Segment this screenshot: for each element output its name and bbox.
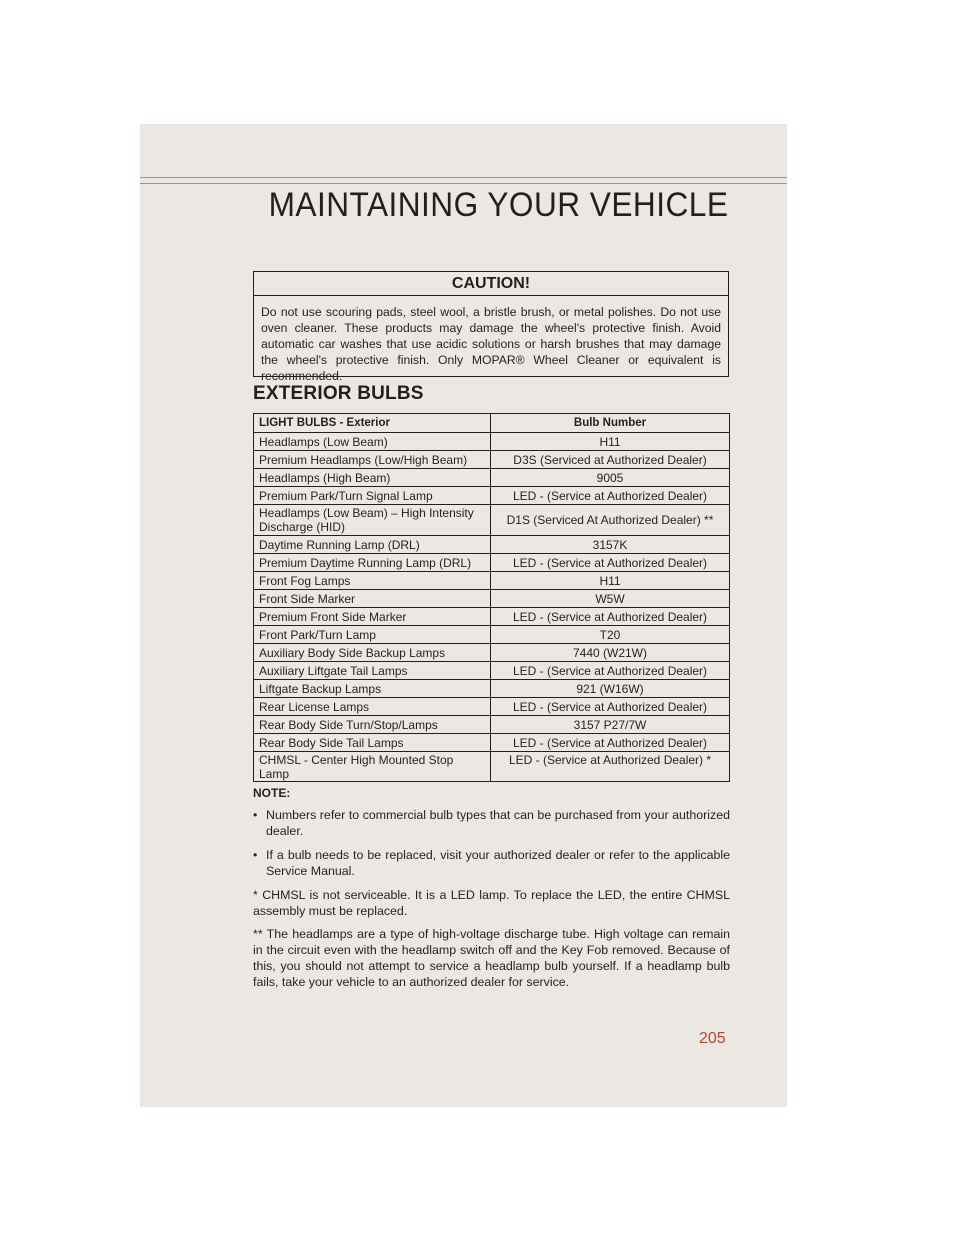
bulb-location: Front Side Marker	[254, 590, 491, 608]
notes-block	[253, 807, 730, 997]
bulb-location: Auxiliary Liftgate Tail Lamps	[254, 662, 491, 680]
bulb-number: 7440 (W21W)	[491, 644, 730, 662]
bulb-number: LED - (Service at Authorized Dealer)	[491, 698, 730, 716]
caution-box	[253, 271, 729, 383]
bulb-location: Headlamps (High Beam)	[254, 469, 491, 487]
caution-heading: CAUTION!	[254, 272, 728, 296]
bulb-number: LED - (Service at Authorized Dealer)	[491, 487, 730, 505]
table-row	[254, 680, 730, 698]
table-row	[254, 505, 730, 536]
bulb-location: CHMSL - Center High Mounted Stop Lamp	[254, 752, 491, 782]
bulb-number: LED - (Service at Authorized Dealer)	[491, 608, 730, 626]
table-row	[254, 716, 730, 734]
column-header-bulb-number: Bulb Number	[491, 414, 730, 433]
bulb-location: Front Park/Turn Lamp	[254, 626, 491, 644]
section-title: EXTERIOR BULBS	[253, 383, 424, 404]
table-row	[254, 626, 730, 644]
note-bullet	[253, 847, 730, 879]
table-row	[254, 608, 730, 626]
table-row	[254, 590, 730, 608]
table-header-row	[254, 414, 730, 433]
note-bullet-text: If a bulb needs to be replaced, visit your authorized dealer or refer to the applicable Service Manual.	[266, 848, 730, 878]
note-label: NOTE:	[253, 786, 291, 800]
bulb-number: W5W	[491, 590, 730, 608]
column-header-light-bulbs: LIGHT BULBS - Exterior	[254, 414, 491, 433]
table-row	[254, 487, 730, 505]
table-row	[254, 572, 730, 590]
bulb-number: D1S (Serviced At Authorized Dealer) **	[491, 505, 730, 536]
bulb-location: Premium Park/Turn Signal Lamp	[254, 487, 491, 505]
bulb-location: Rear Body Side Turn/Stop/Lamps	[254, 716, 491, 734]
bulb-number: H11	[491, 433, 730, 451]
caution-text: Do not use scouring pads, steel wool, a bristle brush, or metal polishes. Do not use oven cleaner. These products may damage the wheel's protective finish. Avoid automatic car washes that use acidic solutions or harsh brushes that may damage the wheel's protective finish. Only MOPAR® Wheel Cleaner or equivalent is recommended.	[261, 305, 721, 383]
bulb-location: Liftgate Backup Lamps	[254, 680, 491, 698]
bulb-location: Front Fog Lamps	[254, 572, 491, 590]
bulb-location: Rear License Lamps	[254, 698, 491, 716]
bulb-location: Auxiliary Body Side Backup Lamps	[254, 644, 491, 662]
bulb-number: T20	[491, 626, 730, 644]
bulb-number: LED - (Service at Authorized Dealer)	[491, 734, 730, 752]
bulb-table	[253, 413, 730, 782]
table-row	[254, 451, 730, 469]
table-row	[254, 536, 730, 554]
bulb-location: Headlamps (Low Beam)	[254, 433, 491, 451]
header-rule-top	[140, 177, 787, 178]
bulb-number: H11	[491, 572, 730, 590]
table-row	[254, 469, 730, 487]
bulb-number: 3157 P27/7W	[491, 716, 730, 734]
footnote-headlamps: ** The headlamps are a type of high-voltage discharge tube. High voltage can remain in the circuit even with the headlamp switch off and the Key Fob removed. Because of this, you should not attempt to service a headlamp bulb yourself. If a headlamp bulb fails, take your vehicle to an authorized dealer for service.	[253, 927, 730, 989]
note-bullet	[253, 807, 730, 839]
table-row	[254, 554, 730, 572]
table-row	[254, 734, 730, 752]
table-row	[254, 662, 730, 680]
bulb-number: 921 (W16W)	[491, 680, 730, 698]
note-bullet-text: Numbers refer to commercial bulb types that can be purchased from your authorized dealer.	[266, 808, 730, 838]
page-number: 205	[699, 1030, 726, 1047]
chapter-title: MAINTAINING YOUR VEHICLE	[268, 186, 728, 224]
bullet-dot-icon: •	[253, 808, 258, 822]
bulb-location: Rear Body Side Tail Lamps	[254, 734, 491, 752]
bulb-number: LED - (Service at Authorized Dealer)	[491, 554, 730, 572]
manual-page	[140, 124, 787, 1107]
bulb-location: Premium Headlamps (Low/High Beam)	[254, 451, 491, 469]
bulb-number: D3S (Serviced at Authorized Dealer)	[491, 451, 730, 469]
table-row	[254, 644, 730, 662]
bullet-dot-icon: •	[253, 848, 258, 862]
footnote-chmsl: * CHMSL is not serviceable. It is a LED lamp. To replace the LED, the entire CHMSL assembly must be replaced.	[253, 888, 730, 918]
bulb-number: LED - (Service at Authorized Dealer)	[491, 662, 730, 680]
table-row	[254, 752, 730, 782]
bulb-location: Daytime Running Lamp (DRL)	[254, 536, 491, 554]
bulb-number: 3157K	[491, 536, 730, 554]
table-row	[254, 433, 730, 451]
bulb-location: Premium Daytime Running Lamp (DRL)	[254, 554, 491, 572]
header-rule-bottom	[140, 183, 787, 184]
bulb-location: Premium Front Side Marker	[254, 608, 491, 626]
table-row	[254, 698, 730, 716]
bulb-location: Headlamps (Low Beam) – High Intensity Discharge (HID)	[254, 505, 491, 536]
bulb-number: 9005	[491, 469, 730, 487]
bulb-number: LED - (Service at Authorized Dealer) *	[491, 752, 730, 782]
